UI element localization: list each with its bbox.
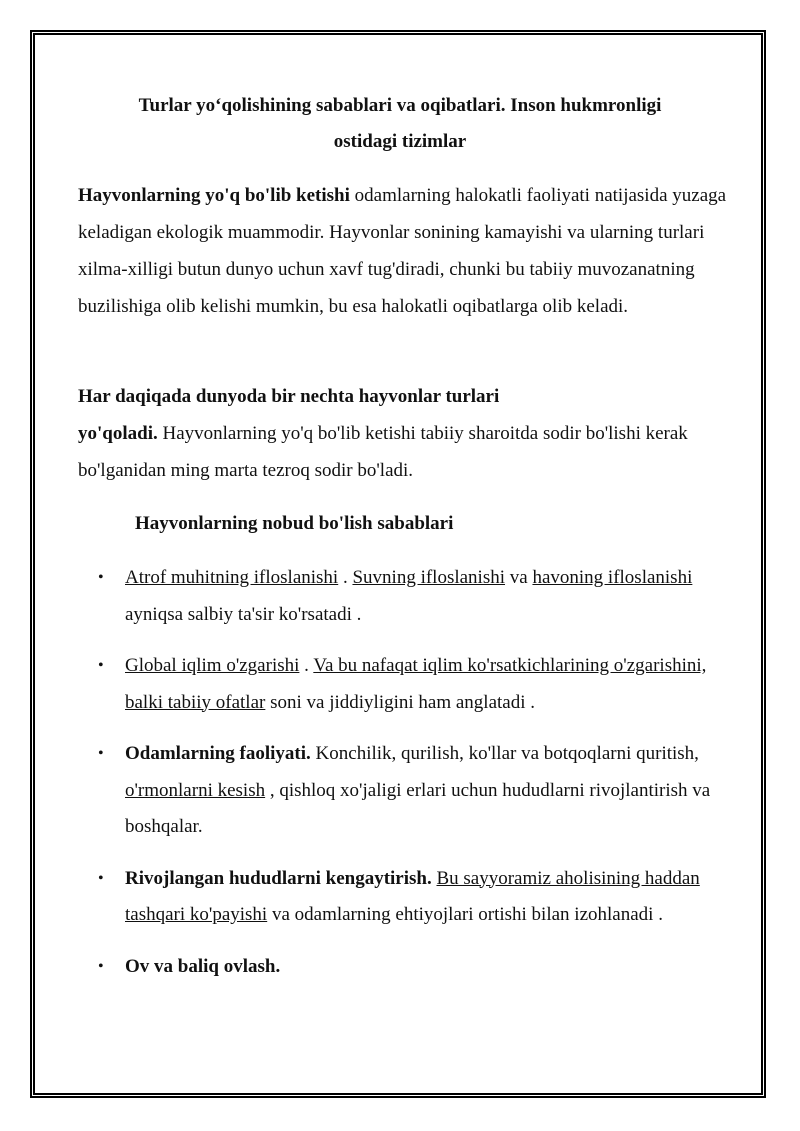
bullet-icon: • (98, 869, 104, 887)
causes-list (78, 560, 738, 985)
list-text: . (299, 655, 314, 676)
list-text: , qishloq xo'jaligi erlari uchun hududlarni rivojlantirish va boshqalar. (125, 779, 711, 837)
rate-text: Hayvonlarning yo'q bo'lib ketishi tabiiy sharoitda sodir bo'lishi kerak bo'lganidan ming marta tezroq sodir bo'ladi. (78, 423, 688, 481)
link-climate-change[interactable]: Global iqlim o'zgarishi (125, 655, 300, 676)
list-text: va (505, 567, 533, 588)
rate-bold-lead-1: Har daqiqada dunyoda bir nechta hayvonlar turlari (78, 386, 500, 407)
intro-bold-lead: Hayvonlarning yo'q bo'lib ketishi (78, 185, 350, 206)
list-text: soni va jiddiyligini ham anglatadi . (265, 691, 535, 713)
intro-paragraph (78, 177, 728, 325)
bullet-icon: • (98, 569, 104, 586)
title-line-2: ostidagi tizimlar (333, 131, 467, 152)
list-item (78, 736, 738, 846)
list-text: ayniqsa salbiy ta'sir ko'rsatadi . (125, 603, 362, 625)
list-item (78, 949, 738, 986)
list-bold-lead: Ov va baliq ovlash. (125, 955, 281, 977)
intro-text: odamlarning halokatli faoliyati natijasida yuzaga keladigan ekologik muammodir. Hayvonlar sonining kamayishi va ularning turlari xilma-xilligi butun dunyo uchun xavf tug'diradi, chunki bu tabiiy muvozanatning buzilishiga olib kelishi mumkin, bu esa halokatli oqibatlarga olib keladi. (78, 185, 727, 317)
rate-bold-lead-2: yo'qoladi. (78, 423, 158, 444)
link-pollution[interactable]: Atrof muhitning ifloslanishi (125, 567, 339, 588)
bullet-icon: • (98, 957, 104, 975)
list-item (78, 560, 738, 633)
title-line-1: Turlar yo‘qolishining sabablari va oqibatlari. Inson hukmronligi (138, 95, 662, 116)
document-title (78, 88, 722, 160)
rate-paragraph (78, 378, 728, 489)
list-text: va odamlarning ehtiyojlari ortishi bilan izohlanadi . (267, 904, 663, 925)
list-text: Konchilik, qurilish, ko'llar va botqoqlarni quritish, (310, 743, 699, 764)
list-bold-lead: Odamlarning faoliyati. (125, 743, 311, 764)
link-deforestation[interactable]: o'rmonlarni kesish (125, 779, 266, 801)
bullet-icon: • (98, 657, 104, 674)
link-climate-indicators[interactable]: Va bu nafaqat iqlim ko'rsatkichlarining o'zgarishini, balki tabiiy ofatlar (125, 655, 707, 713)
link-air-pollution[interactable]: havoning ifloslanishi (532, 567, 693, 588)
list-item (78, 861, 738, 934)
list-bold-lead: Rivojlangan hududlarni kengaytirish. (125, 867, 432, 889)
link-water-pollution[interactable]: Suvning ifloslanishi (352, 567, 506, 588)
link-overpopulation[interactable]: Bu sayyoramiz aholisining haddan tashqari ko'payishi (125, 867, 700, 925)
bullet-icon: • (98, 745, 104, 762)
list-item (78, 648, 738, 721)
list-text: . (338, 567, 353, 588)
causes-heading: Hayvonlarning nobud bo'lish sabablari (135, 513, 454, 534)
